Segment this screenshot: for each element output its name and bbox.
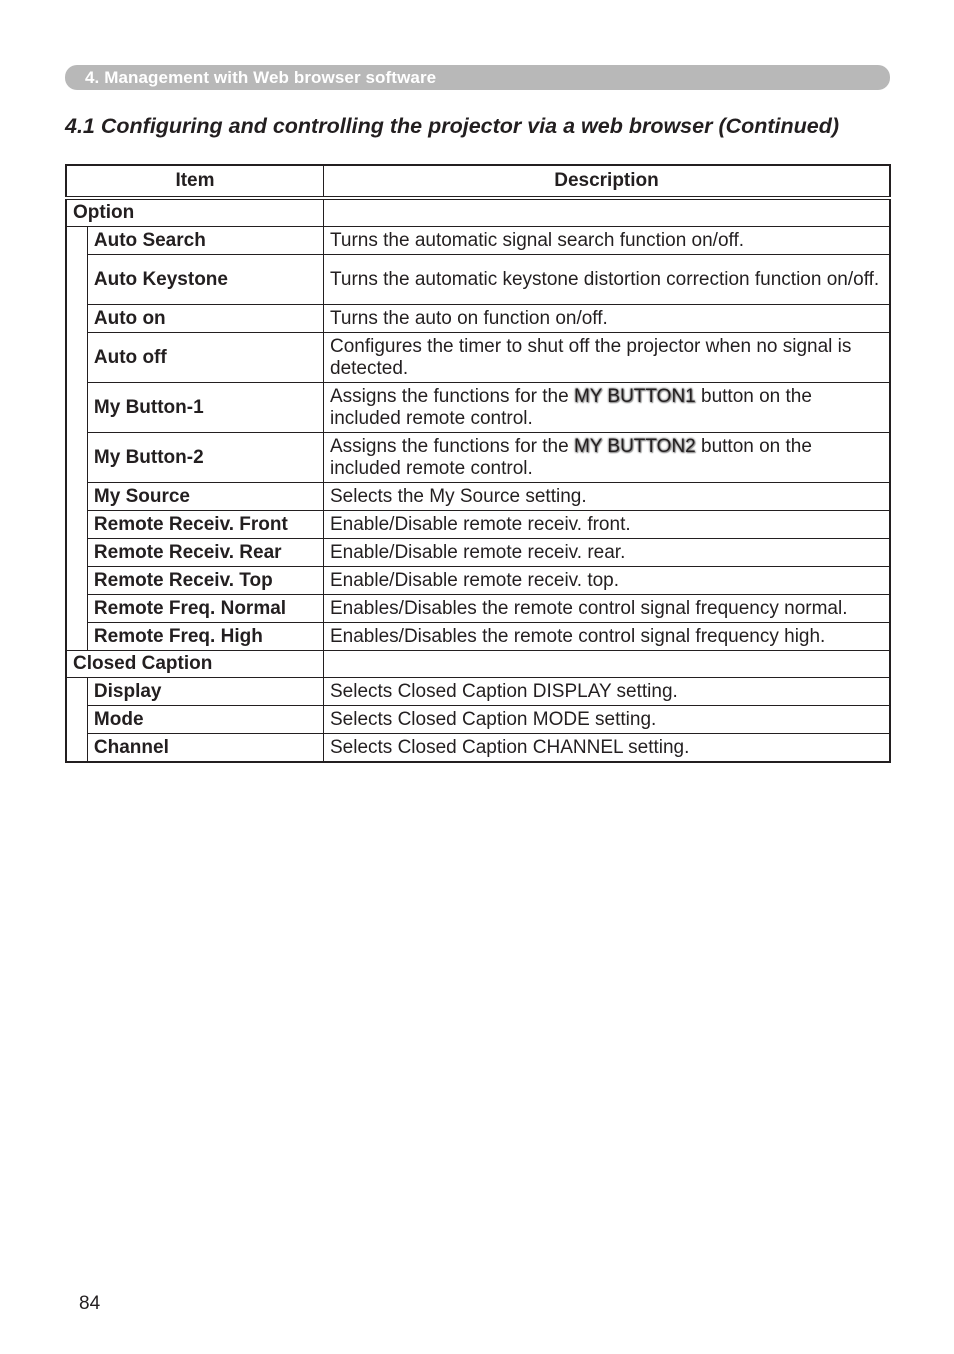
item-label: Display — [87, 678, 323, 706]
item-label: Auto on — [87, 305, 323, 333]
item-label: My Button-1 — [87, 383, 323, 433]
item-label: Auto off — [87, 333, 323, 383]
column-header-description: Description — [324, 165, 891, 198]
section-header-bar — [65, 65, 890, 90]
item-description: Turns the automatic keystone distortion correction function on/off. — [324, 255, 891, 305]
table-row — [66, 511, 890, 539]
table-row — [66, 623, 890, 651]
item-label: Remote Receiv. Rear — [87, 539, 323, 567]
page-number: 84 — [79, 1293, 101, 1314]
table-row — [66, 539, 890, 567]
item-label: My Source — [87, 483, 323, 511]
item-description: Enable/Disable remote receiv. top. — [324, 567, 891, 595]
group-row-option — [66, 198, 890, 227]
table-row — [66, 706, 890, 734]
desc-suffix: button on the included remote control. — [330, 385, 812, 429]
column-header-item: Item — [66, 165, 324, 198]
item-description: Selects Closed Caption MODE setting. — [324, 706, 891, 734]
group-description-empty — [324, 198, 891, 227]
desc-suffix: button on the included remote control. — [330, 435, 812, 479]
group-description-empty — [324, 651, 891, 678]
item-label: My Button-2 — [87, 433, 323, 483]
item-description: Enables/Disables the remote control signal frequency normal. — [324, 595, 891, 623]
item-description: Enable/Disable remote receiv. front. — [324, 511, 891, 539]
table-row — [66, 595, 890, 623]
item-description: Turns the auto on function on/off. — [324, 305, 891, 333]
table-row — [66, 734, 890, 763]
table-row — [66, 255, 890, 305]
item-label: Remote Freq. Normal — [87, 595, 323, 623]
item-label: Remote Freq. High — [87, 623, 323, 651]
table-row — [66, 305, 890, 333]
indent-cell — [66, 227, 87, 651]
item-description — [324, 433, 891, 483]
desc-prefix: Assigns the functions for the — [330, 385, 574, 407]
item-description: Enable/Disable remote receiv. rear. — [324, 539, 891, 567]
table-row — [66, 483, 890, 511]
settings-table — [65, 164, 891, 763]
table-row — [66, 433, 890, 483]
item-label: Channel — [87, 734, 323, 763]
section-header-text: 4. Management with Web browser software — [85, 68, 437, 87]
item-label: Remote Receiv. Front — [87, 511, 323, 539]
item-label: Remote Receiv. Top — [87, 567, 323, 595]
item-description: Enables/Disables the remote control signal frequency high. — [324, 623, 891, 651]
page-title: 4.1 Configuring and controlling the projector via a web browser (Continued) — [65, 114, 840, 138]
item-description — [324, 383, 891, 433]
group-label: Closed Caption — [66, 651, 324, 678]
group-row-closed-caption — [66, 651, 890, 678]
item-description: Turns the automatic signal search function on/off. — [324, 227, 891, 255]
group-label: Option — [66, 198, 324, 227]
remote-button-key-label: MY BUTTON2 — [573, 435, 696, 457]
table-row — [66, 383, 890, 433]
indent-cell — [66, 678, 87, 763]
item-description: Configures the timer to shut off the projector when no signal is detected. — [324, 333, 891, 383]
item-label: Mode — [87, 706, 323, 734]
table-row — [66, 333, 890, 383]
desc-prefix: Assigns the functions for the — [330, 435, 574, 457]
table-row — [66, 678, 890, 706]
item-description: Selects Closed Caption DISPLAY setting. — [324, 678, 891, 706]
remote-button-key-label: MY BUTTON1 — [573, 385, 696, 407]
item-description: Selects the My Source setting. — [324, 483, 891, 511]
item-description: Selects Closed Caption CHANNEL setting. — [324, 734, 891, 763]
item-label: Auto Keystone — [87, 255, 323, 305]
table-row — [66, 227, 890, 255]
table-header-row — [66, 165, 890, 198]
item-label: Auto Search — [87, 227, 323, 255]
table-row — [66, 567, 890, 595]
